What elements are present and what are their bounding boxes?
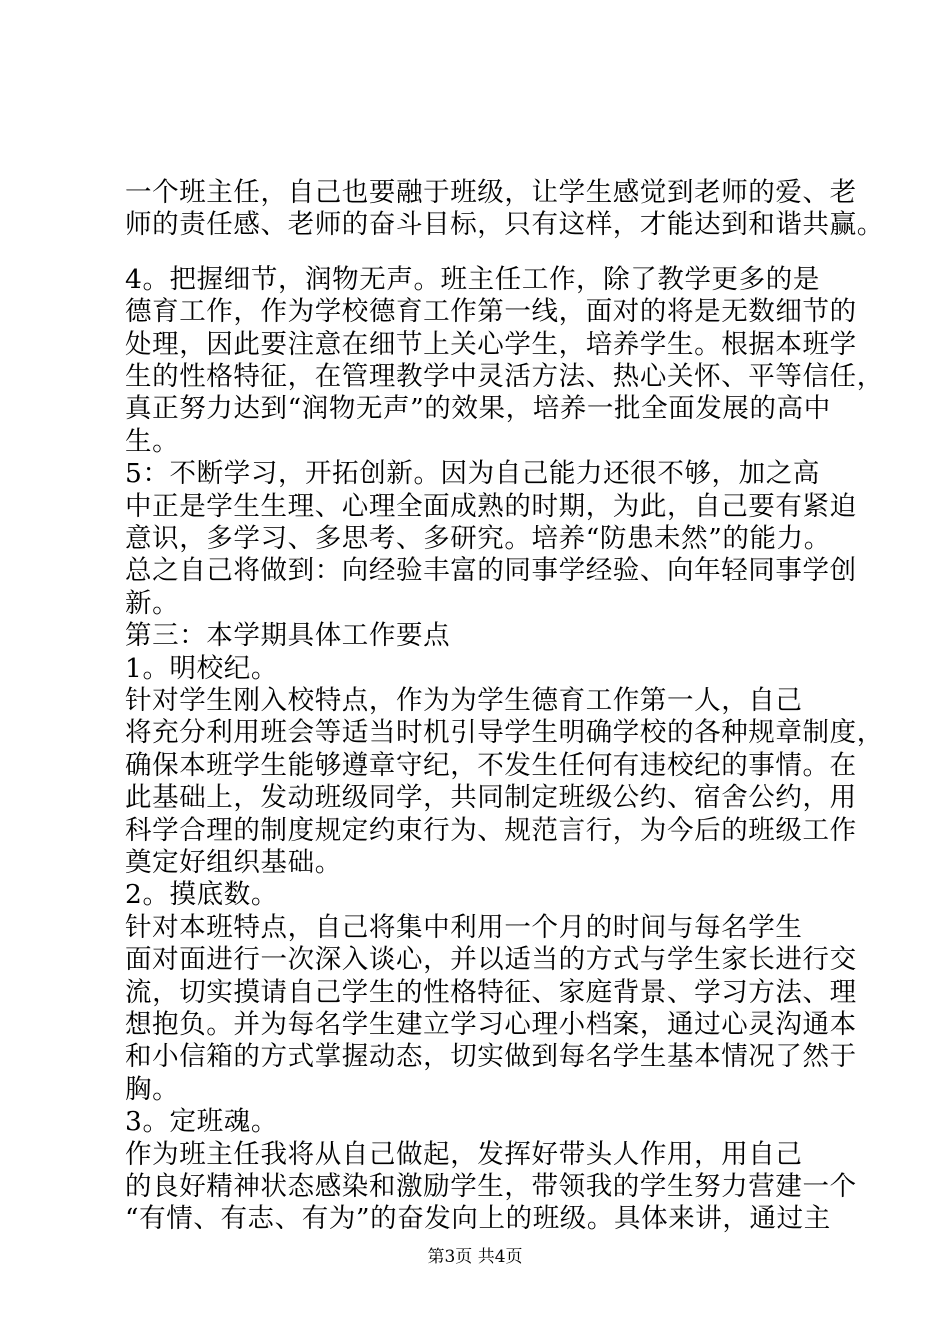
text-line: 生的性格特征，在管理教学中灵活方法、热心关怀、平等信任， (125, 361, 884, 392)
text-line: 此基础上，发动班级同学，共同制定班级公约、宿舍公约，用 (125, 782, 857, 814)
text-line: 总之自己将做到：向经验丰富的同事学经验、向年轻同事学创 (125, 555, 857, 587)
text-line: 师的责任感、老师的奋斗目标，只有这样，才能达到和谐共赢。 (125, 209, 884, 241)
text-line: 将充分利用班会等适当时机引导学生明确学校的各种规章制度， (125, 717, 884, 749)
text-line: “有情、有志、有为”的奋发向上的班级。具体来讲，通过主 (125, 1203, 831, 1235)
page-number-footer: 第3页 共4页 (427, 1247, 523, 1267)
text-line: 真正努力达到“润物无声”的效果，培养一批全面发展的高中 (125, 393, 831, 425)
text-line: 确保本班学生能够遵章守纪，不发生任何有违校纪的事情。在 (125, 749, 857, 781)
section-heading: 第三：本学期具体工作要点 (125, 620, 451, 652)
text-line: 奠定好组织基础。 (125, 847, 342, 878)
subsection-heading: 2。摸底数。 (125, 879, 278, 911)
text-line: 和小信箱的方式掌握动态，切实做到每名学生基本情况了然于 (125, 1041, 857, 1073)
text-line: 生。 (125, 425, 180, 457)
subsection-heading: 1。明校纪。 (125, 652, 278, 684)
text-line: 针对本班特点，自己将集中利用一个月的时间与每名学生 (125, 911, 803, 943)
subsection-heading: 3。定班魂。 (125, 1106, 278, 1138)
text-line: 科学合理的制度规定约束行为、规范言行，为今后的班级工作 (125, 814, 857, 846)
text-line: 面对面进行一次深入谈心，并以适当的方式与学生家长进行交 (125, 944, 857, 976)
text-line: 针对学生刚入校特点，作为为学生德育工作第一人，自己 (125, 685, 803, 716)
text-line: 中正是学生生理、心理全面成熟的时期，为此，自己要有紧迫 (125, 490, 857, 522)
text-line: 流，切实摸请自己学生的性格特征、家庭背景、学习方法、理 (125, 976, 857, 1008)
text-line: 一个班主任，自己也要融于班级，让学生感觉到老师的爱、老 (125, 177, 857, 208)
text-line: 德育工作，作为学校德育工作第一线，面对的将是无数细节的 (125, 296, 857, 328)
text-line: 作为班主任我将从自己做起，发挥好带头人作用，用自己 (125, 1138, 803, 1170)
text-line: 胸。 (125, 1073, 180, 1105)
text-line: 5：不断学习，开拓创新。因为自己能力还很不够，加之高 (125, 458, 820, 490)
text-line: 新。 (125, 587, 180, 619)
text-line: 4。把握细节，润物无声。班主任工作，除了教学更多的是 (125, 263, 820, 295)
text-line: 的良好精神状态感染和激励学生，带领我的学生努力营建一个 (125, 1171, 857, 1202)
text-line: 处理，因此要注意在细节上关心学生，培养学生。根据本班学 (125, 328, 857, 360)
text-line: 意识，多学习、多思考、多研究。培养“防患未然”的能力。 (125, 523, 831, 554)
text-line: 想抱负。并为每名学生建立学习心理小档案，通过心灵沟通本 (125, 1009, 857, 1040)
